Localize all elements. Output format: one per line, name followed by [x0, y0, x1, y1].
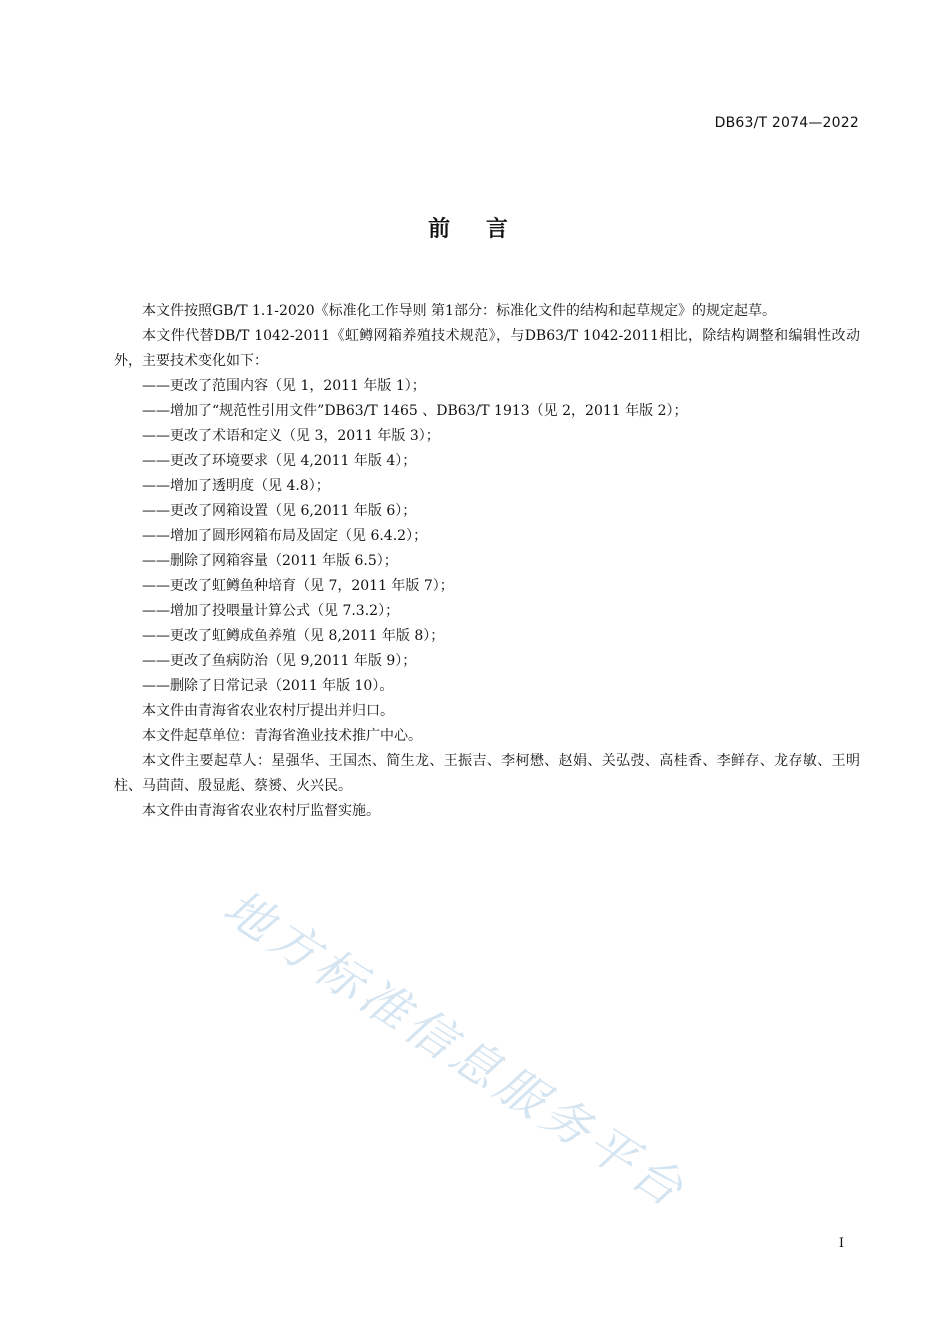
- page-number: I: [838, 1236, 844, 1251]
- page-title: 前 言: [428, 217, 522, 242]
- paragraph-drafting-unit: 本文件起草单位：青海省渔业技术推广中心。: [142, 728, 422, 744]
- paragraph-drafting-rules: 本文件按照GB/T 1.1-2020《标准化工作导则 第1部分：标准化文件的结构和起草规定》的规定起草。: [142, 303, 776, 319]
- paragraph-replacement: 本文件代替DB/T 1042-2011《虹鳟网箱养殖技术规范》，与DB63/T 1042-2011相比，除结构调整和编辑性改动外，主要技术变化如下：: [114, 328, 860, 369]
- foreword-body: [114, 299, 860, 824]
- paragraph-supervision: 本文件由青海省农业农村厅监督实施。: [142, 803, 380, 819]
- change-item: ——增加了圆形网箱布局及固定（见 6.4.2）；: [142, 528, 428, 544]
- change-item: ——更改了虹鳟成鱼养殖（见 8,2011 年版 8）；: [142, 628, 445, 644]
- change-item: ——更改了环境要求（见 4,2011 年版 4）；: [142, 453, 417, 469]
- change-item: ——删除了网箱容量（2011 年版 6.5）；: [142, 553, 398, 569]
- change-item: ——更改了网箱设置（见 6,2011 年版 6）；: [142, 503, 417, 519]
- change-item: ——增加了“规范性引用文件”DB63/T 1465 、DB63/T 1913（见 2，2011 年版 2）；: [142, 403, 688, 419]
- watermark: 地方标准信息服务平台: [213, 879, 697, 1221]
- change-item: ——更改了术语和定义（见 3，2011 年版 3）；: [142, 428, 440, 444]
- change-item: ——更改了虹鳟鱼种培育（见 7，2011 年版 7）；: [142, 578, 454, 594]
- change-item: ——删除了日常记录（2011 年版 10）。: [142, 678, 394, 694]
- paragraph-proposer: 本文件由青海省农业农村厅提出并归口。: [142, 703, 394, 719]
- document-code: DB63/T 2074—2022: [714, 115, 859, 131]
- change-item: ——增加了投喂量计算公式（见 7.3.2）；: [142, 603, 400, 619]
- change-item: ——增加了透明度（见 4.8）；: [142, 478, 330, 494]
- change-item: ——更改了鱼病防治（见 9,2011 年版 9）；: [142, 653, 417, 669]
- change-item: ——更改了范围内容（见 1，2011 年版 1）；: [142, 378, 426, 394]
- paragraph-drafters: 本文件主要起草人：星强华、王国杰、简生龙、王振吉、李柯懋、赵娟、关弘弢、高桂香、李鲜存、龙存敏、王明柱、马茴茴、殷显彪、蔡赟、火兴民。: [114, 753, 860, 794]
